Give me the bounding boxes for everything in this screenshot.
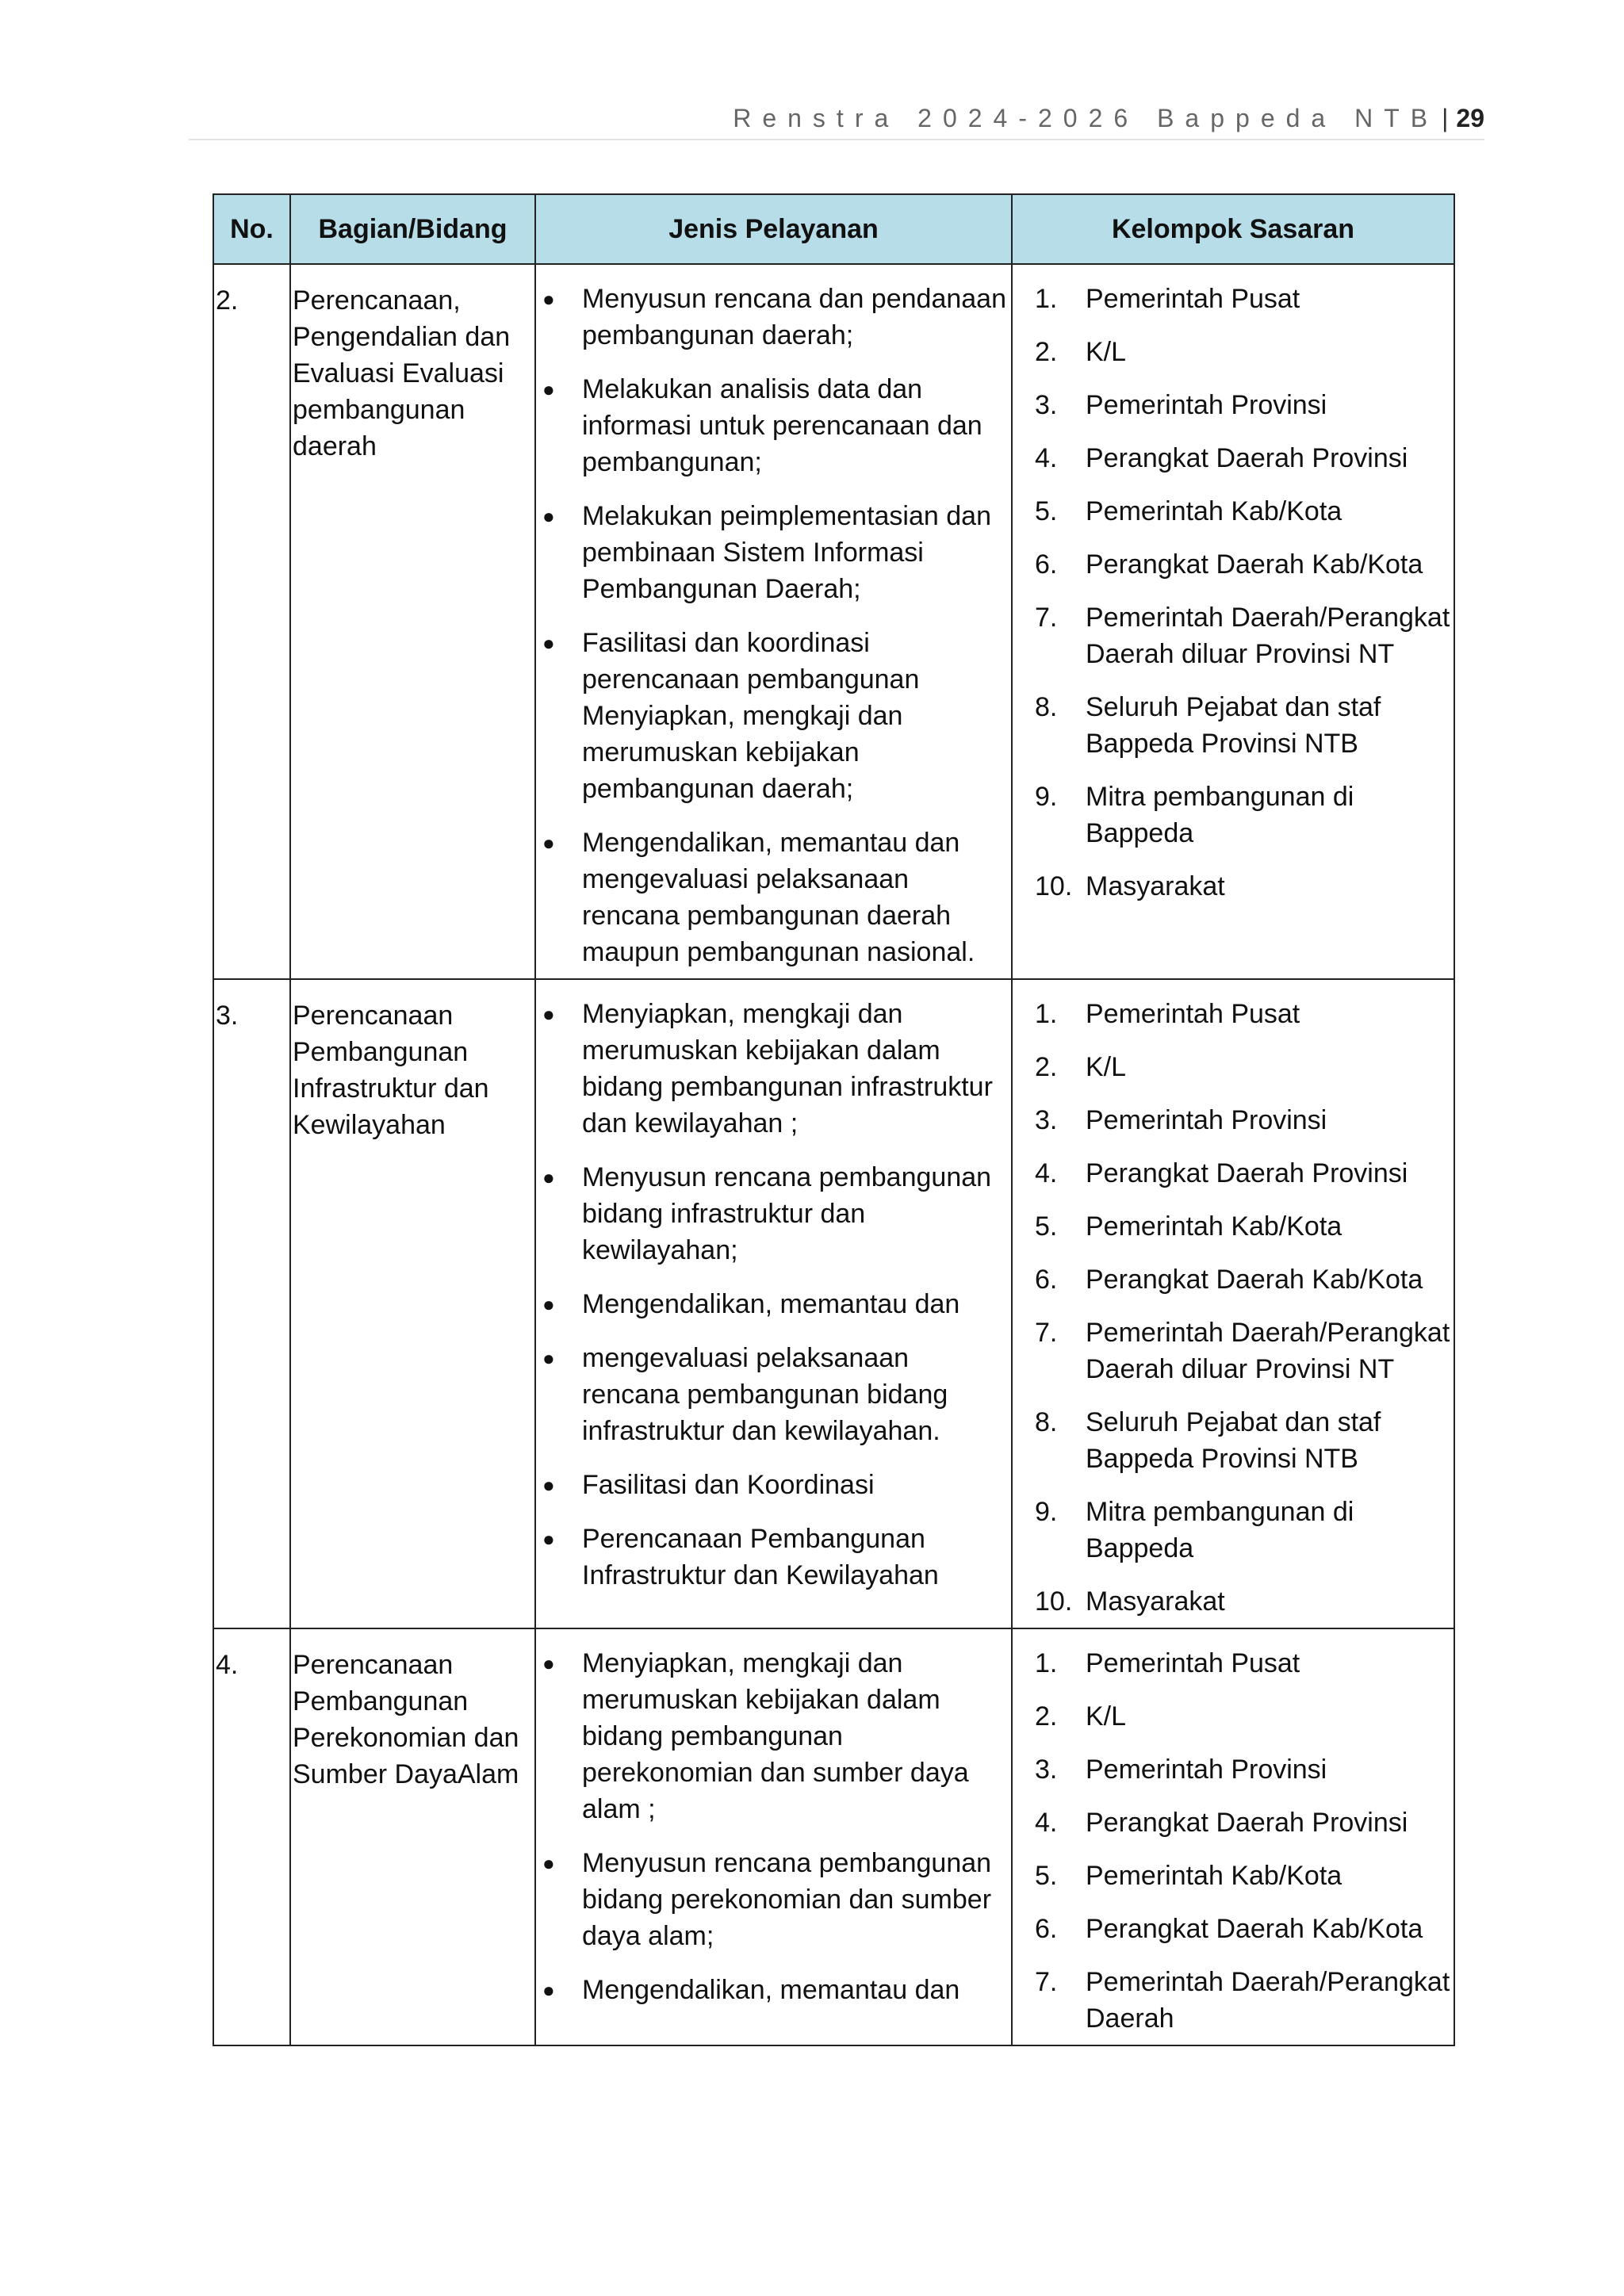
header-sasaran: Kelompok Sasaran bbox=[1012, 194, 1454, 264]
list-item bbox=[1035, 1049, 1450, 1085]
target-text: K/L bbox=[1086, 1052, 1127, 1082]
row-number: 3. bbox=[213, 979, 290, 1628]
list-item bbox=[1035, 1155, 1450, 1192]
target-text: Pemerintah Daerah/Perangkat Daerah diluar Provinsi NT bbox=[1086, 1318, 1450, 1384]
list-item bbox=[1035, 387, 1450, 423]
list-item bbox=[1035, 1751, 1450, 1788]
list-item bbox=[1035, 1494, 1450, 1567]
service-list bbox=[542, 996, 1008, 1594]
list-item bbox=[1035, 689, 1450, 762]
target-text: Masyarakat bbox=[1086, 871, 1225, 901]
list-item bbox=[1035, 546, 1450, 583]
target-text: Pemerintah Daerah/Perangkat Daerah diluar Provinsi NT bbox=[1086, 603, 1450, 669]
list-number: 6. bbox=[1035, 549, 1058, 580]
list-number: 4. bbox=[1035, 443, 1058, 473]
list-item bbox=[1035, 1404, 1450, 1477]
target-text: Pemerintah Provinsi bbox=[1086, 1105, 1327, 1135]
bullet-icon: ● bbox=[542, 1527, 555, 1551]
target-list bbox=[1035, 1645, 1450, 2037]
list-number: 6. bbox=[1035, 1914, 1058, 1944]
list-number: 1. bbox=[1035, 999, 1058, 1029]
target-text: Perangkat Daerah Kab/Kota bbox=[1086, 1914, 1423, 1944]
list-item bbox=[542, 996, 1008, 1142]
list-number: 3. bbox=[1035, 390, 1058, 420]
list-number: 8. bbox=[1035, 692, 1058, 722]
bullet-icon: ● bbox=[542, 1978, 555, 2002]
list-item bbox=[1035, 334, 1450, 370]
target-text: Pemerintah Pusat bbox=[1086, 1648, 1300, 1678]
target-text: Perangkat Daerah Kab/Kota bbox=[1086, 549, 1423, 580]
service-text: Menyusun rencana pembangunan bidang infrastruktur dan kewilayahan; bbox=[582, 1162, 992, 1265]
list-item bbox=[542, 1340, 1008, 1449]
list-number: 5. bbox=[1035, 1211, 1058, 1242]
list-item bbox=[1035, 1964, 1450, 2037]
target-text: Seluruh Pejabat dan staf Bappeda Provinsi NTB bbox=[1086, 1407, 1381, 1474]
bullet-icon: ● bbox=[542, 504, 555, 528]
target-text: Pemerintah Daerah/Perangkat Daerah bbox=[1086, 1967, 1450, 2034]
bullet-icon: ● bbox=[542, 1473, 555, 1497]
list-item bbox=[542, 1467, 1008, 1503]
list-number: 3. bbox=[1035, 1755, 1058, 1785]
list-item bbox=[1035, 868, 1450, 905]
list-number: 6. bbox=[1035, 1265, 1058, 1295]
target-text: Perangkat Daerah Provinsi bbox=[1086, 1158, 1408, 1188]
target-text: Masyarakat bbox=[1086, 1586, 1225, 1617]
list-item bbox=[1035, 779, 1450, 851]
list-number: 2. bbox=[1035, 337, 1058, 367]
list-item bbox=[542, 1159, 1008, 1269]
target-text: Mitra pembangunan di Bappeda bbox=[1086, 1497, 1354, 1563]
bullet-icon: ● bbox=[542, 1851, 555, 1875]
list-item bbox=[542, 498, 1008, 607]
target-text: Perangkat Daerah Kab/Kota bbox=[1086, 1265, 1423, 1295]
list-number: 5. bbox=[1035, 496, 1058, 526]
list-item bbox=[542, 1521, 1008, 1594]
list-item bbox=[1035, 1698, 1450, 1735]
service-text: Menyiapkan, mengkaji dan merumuskan kebijakan dalam bidang pembangunan infrastruktur dan kewilayahan ; bbox=[582, 999, 993, 1138]
list-item bbox=[542, 371, 1008, 480]
bullet-icon: ● bbox=[542, 287, 555, 311]
list-number: 2. bbox=[1035, 1052, 1058, 1082]
target-text: Mitra pembangunan di Bappeda bbox=[1086, 782, 1354, 848]
list-number: 9. bbox=[1035, 782, 1058, 812]
header-no: No. bbox=[213, 194, 290, 264]
list-number: 1. bbox=[1035, 1648, 1058, 1678]
list-item bbox=[1035, 1858, 1450, 1894]
header-jenis: Jenis Pelayanan bbox=[535, 194, 1012, 264]
header-separator: | bbox=[1442, 103, 1449, 132]
target-text: Pemerintah Pusat bbox=[1086, 999, 1300, 1029]
list-item bbox=[1035, 1261, 1450, 1298]
list-item bbox=[542, 1845, 1008, 1954]
target-list bbox=[1035, 996, 1450, 1620]
jenis-pelayanan-cell bbox=[535, 264, 1012, 979]
list-item bbox=[1035, 996, 1450, 1032]
target-text: Perangkat Daerah Provinsi bbox=[1086, 1808, 1408, 1838]
list-item bbox=[1035, 1102, 1450, 1138]
kelompok-sasaran-cell bbox=[1012, 979, 1454, 1628]
bullet-icon: ● bbox=[542, 377, 555, 401]
list-number: 1. bbox=[1035, 284, 1058, 314]
target-text: Pemerintah Pusat bbox=[1086, 284, 1300, 314]
bullet-icon: ● bbox=[542, 1651, 555, 1675]
list-item bbox=[1035, 1314, 1450, 1387]
bagian-bidang: Perencanaan Pembangunan Infrastruktur dan Kewilayahan bbox=[290, 979, 535, 1628]
bagian-bidang: Perencanaan Pembangunan Perekonomian dan Sumber DayaAlam bbox=[290, 1628, 535, 2045]
target-text: Perangkat Daerah Provinsi bbox=[1086, 443, 1408, 473]
bullet-icon: ● bbox=[542, 1002, 555, 1026]
target-text: Pemerintah Kab/Kota bbox=[1086, 1211, 1342, 1242]
table-row bbox=[213, 1628, 1454, 2045]
service-text: mengevaluasi pelaksanaan rencana pembangunan bidang infrastruktur dan kewilayahan. bbox=[582, 1343, 948, 1446]
list-item bbox=[1035, 281, 1450, 317]
list-item bbox=[542, 281, 1008, 354]
service-text: Fasilitasi dan koordinasi perencanaan pembangunan Menyiapkan, mengkaji dan merumuskan kebijakan pembangunan daerah; bbox=[582, 628, 920, 804]
bullet-icon: ● bbox=[542, 1292, 555, 1316]
row-number: 4. bbox=[213, 1628, 290, 2045]
table-row bbox=[213, 979, 1454, 1628]
document-title: Renstra 2024-2026 Bappeda NTB bbox=[733, 103, 1439, 132]
list-item bbox=[542, 625, 1008, 807]
target-list bbox=[1035, 281, 1450, 905]
service-text: Fasilitasi dan Koordinasi bbox=[582, 1470, 875, 1500]
table-header-row bbox=[213, 194, 1454, 264]
list-number: 7. bbox=[1035, 603, 1058, 633]
row-number: 2. bbox=[213, 264, 290, 979]
list-item bbox=[542, 1286, 1008, 1322]
kelompok-sasaran-cell bbox=[1012, 264, 1454, 979]
service-text: Melakukan peimplementasian dan pembinaan Sistem Informasi Pembangunan Daerah; bbox=[582, 501, 991, 604]
list-number: 9. bbox=[1035, 1497, 1058, 1527]
bagian-bidang: Perencanaan, Pengendalian dan Evaluasi Evaluasi pembangunan daerah bbox=[290, 264, 535, 979]
service-table bbox=[213, 193, 1455, 2046]
list-item bbox=[1035, 1583, 1450, 1620]
list-item bbox=[542, 825, 1008, 970]
list-number: 3. bbox=[1035, 1105, 1058, 1135]
table-body bbox=[213, 264, 1454, 2045]
service-text: Mengendalikan, memantau dan bbox=[582, 1975, 960, 2005]
list-item bbox=[1035, 493, 1450, 530]
kelompok-sasaran-cell bbox=[1012, 1628, 1454, 2045]
list-number: 5. bbox=[1035, 1861, 1058, 1891]
jenis-pelayanan-cell bbox=[535, 979, 1012, 1628]
list-item bbox=[542, 1972, 1008, 2008]
list-item bbox=[1035, 1645, 1450, 1682]
list-number: 4. bbox=[1035, 1158, 1058, 1188]
list-item bbox=[1035, 440, 1450, 476]
list-number: 10. bbox=[1035, 1586, 1073, 1617]
page-header bbox=[733, 100, 1484, 136]
target-text: Pemerintah Kab/Kota bbox=[1086, 1861, 1342, 1891]
list-number: 7. bbox=[1035, 1967, 1058, 1997]
list-number: 4. bbox=[1035, 1808, 1058, 1838]
bullet-icon: ● bbox=[542, 1346, 555, 1370]
list-item bbox=[1035, 1208, 1450, 1245]
header-bagian: Bagian/Bidang bbox=[290, 194, 535, 264]
service-text: Menyusun rencana pembangunan bidang perekonomian dan sumber daya alam; bbox=[582, 1848, 992, 1951]
target-text: Pemerintah Provinsi bbox=[1086, 1755, 1327, 1785]
page-number: 29 bbox=[1456, 103, 1484, 132]
list-number: 8. bbox=[1035, 1407, 1058, 1437]
bullet-icon: ● bbox=[542, 631, 555, 655]
target-text: K/L bbox=[1086, 1701, 1127, 1732]
list-number: 2. bbox=[1035, 1701, 1058, 1732]
service-list bbox=[542, 281, 1008, 970]
target-text: Pemerintah Provinsi bbox=[1086, 390, 1327, 420]
list-number: 10. bbox=[1035, 871, 1073, 901]
header-divider bbox=[189, 139, 1484, 140]
service-list bbox=[542, 1645, 1008, 2008]
service-text: Melakukan analisis data dan informasi untuk perencanaan dan pembangunan; bbox=[582, 374, 982, 477]
list-item bbox=[1035, 599, 1450, 672]
target-text: Seluruh Pejabat dan staf Bappeda Provinsi NTB bbox=[1086, 692, 1381, 759]
service-text: Menyusun rencana dan pendanaan pembangunan daerah; bbox=[582, 284, 1006, 350]
jenis-pelayanan-cell bbox=[535, 1628, 1012, 2045]
table-row bbox=[213, 264, 1454, 979]
bullet-icon: ● bbox=[542, 1165, 555, 1189]
service-text: Perencanaan Pembangunan Infrastruktur dan Kewilayahan bbox=[582, 1524, 939, 1590]
target-text: K/L bbox=[1086, 337, 1127, 367]
list-item bbox=[1035, 1911, 1450, 1947]
service-text: Mengendalikan, memantau dan bbox=[582, 1289, 960, 1319]
target-text: Pemerintah Kab/Kota bbox=[1086, 496, 1342, 526]
service-text: Menyiapkan, mengkaji dan merumuskan kebijakan dalam bidang pembangunan perekonomian dan sumber daya alam ; bbox=[582, 1648, 969, 1824]
list-number: 7. bbox=[1035, 1318, 1058, 1348]
list-item bbox=[542, 1645, 1008, 1827]
bullet-icon: ● bbox=[542, 831, 555, 855]
service-text: Mengendalikan, memantau dan mengevaluasi pelaksanaan rencana pembangunan daerah maupun pembangunan nasional. bbox=[582, 828, 975, 967]
list-item bbox=[1035, 1804, 1450, 1841]
